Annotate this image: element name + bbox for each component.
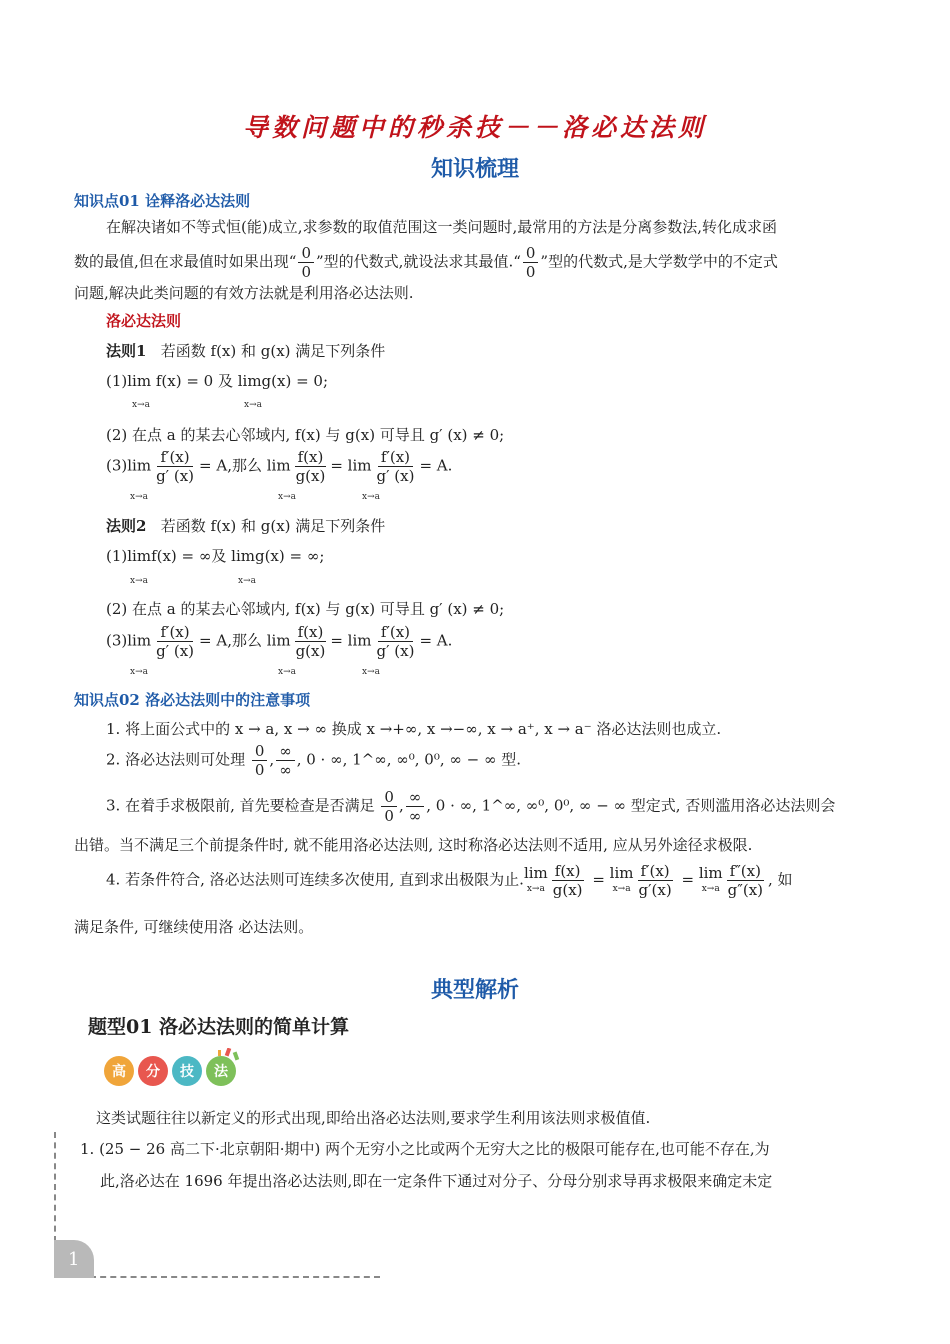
rule2-condition-2: (2) 在点 a 的某去心邻域内, f(x) 与 g(x) 可导且 g′ (x) ≠ 0; <box>106 600 505 618</box>
rule2-limit-sub-1: x→a <box>130 576 148 586</box>
rule2-c3-sub-b: x→a <box>278 667 296 677</box>
kp1-paragraph-line1: 在解决诸如不等式恒(能)成立,求参数的取值范围这一类问题时,最常用的方法是分离参数法,转化成求函 <box>106 218 778 236</box>
kp2-item-3-line2: 出错。当不满足三个前提条件时, 就不能用洛必达法则, 这时称洛必达法则不适用, 应从另外途径求极限. <box>74 836 753 854</box>
rule1-limit-sub-1: x→a <box>132 400 150 410</box>
rule2-condition-3: (3)lim $\frac{f'(x)}{g' (x)}$ = A,那么 lim $\frac{f(x)}{g(x)}$ = lim $\frac{f'(x)}{g' (x)}$ = A. <box>106 623 453 660</box>
rule1-condition-2: (2) 在点 a 的某去心邻域内, f(x) 与 g(x) 可导且 g′ (x) ≠ 0; <box>106 426 505 444</box>
page-number: 1 <box>54 1240 94 1278</box>
rule1-c3-sub-c: x→a <box>362 492 380 502</box>
rule2-statement: 法则2 若函数 f(x) 和 g(x) 满足下列条件 <box>106 517 386 535</box>
rule1-statement: 法则1 若函数 f(x) 和 g(x) 满足下列条件 <box>106 342 386 360</box>
knowledge-point-1-heading: 知识点01 诠释洛必达法则 <box>74 192 251 210</box>
kp2-item-2: 2. 洛必达法则可处理 $\frac{0}{0}$ , $\frac{\infty}{\infty}$ , 0 · ∞, 1^∞, ∞⁰, 0⁰, ∞ − ∞ 型. <box>106 742 522 779</box>
question-type-1-heading: 题型01 洛必达法则的简单计算 <box>88 1016 350 1038</box>
rule1-condition-1: (1)lim f(x) = 0 及 limg(x) = 0; <box>106 372 329 390</box>
rule1-condition-3: (3)lim $\frac{f'(x)}{g' (x)}$ = A,那么 lim $\frac{f(x)}{g(x)}$ = lim $\frac{f'(x)}{g' (x)}$ = A. <box>106 448 453 485</box>
rule2-c3-sub-a: x→a <box>130 667 148 677</box>
rule-section-title: 洛必达法则 <box>106 312 182 330</box>
badge-char-1: 高 <box>104 1056 134 1086</box>
knowledge-point-2-heading: 知识点02 洛必达法则中的注意事项 <box>74 691 311 709</box>
kp1-paragraph-line3: 问题,解决此类问题的有效方法就是利用洛必达法则. <box>74 284 414 302</box>
rule2-limit-sub-2: x→a <box>238 576 256 586</box>
type1-description: 这类试题往往以新定义的形式出现,即给出洛必达法则,要求学生利用该法则求极值值. <box>96 1109 651 1127</box>
question-1-line1: 1. (25 − 26 高二下·北京朝阳·期中) 两个无穷小之比或两个无穷大之比的极限可能存在,也可能不存在,为 <box>80 1140 770 1158</box>
kp2-item-3: 3. 在着手求极限前, 首先要检查是否满足 $\frac{0}{0}$ , $\frac{\infty}{\infty}$ , 0 · ∞, 1^∞, ∞⁰, 0⁰, ∞ − ∞ 型定式, 否则滥用洛必达法则会 <box>106 788 836 825</box>
high-score-technique-badge <box>104 1048 244 1092</box>
badge-char-4: 法 <box>206 1056 236 1086</box>
rule1-c3-sub-b: x→a <box>278 492 296 502</box>
footer-dashed-horizontal <box>90 1276 380 1278</box>
rule1-limit-sub-2: x→a <box>244 400 262 410</box>
section-heading-analysis: 典型解析 <box>430 977 519 1003</box>
rule2-condition-1: (1)limf(x) = ∞及 limg(x) = ∞; <box>106 547 325 565</box>
kp2-item-1: 1. 将上面公式中的 x → a, x → ∞ 换成 x →+∞, x →−∞, x → a⁺, x → a⁻ 洛必达法则也成立. <box>106 720 722 738</box>
kp2-item-4-line2: 满足条件, 可继续使用洛 必达法则。 <box>74 918 314 936</box>
rule1-c3-sub-a: x→a <box>130 492 148 502</box>
section-heading-knowledge: 知识梳理 <box>430 156 519 182</box>
badge-char-3: 技 <box>172 1056 202 1086</box>
question-1-line2: 此,洛必达在 1696 年提出洛必达法则,即在一定条件下通过对分子、分母分别求导再求极限来确定未定 <box>100 1172 773 1190</box>
rule2-c3-sub-c: x→a <box>362 667 380 677</box>
kp1-paragraph-line2: 数的最值,但在求最值时如果出现“ $\frac{0}{0}$ ”型的代数式,就设法求其最值.“ $\frac{0}{0}$ ”型的代数式,是大学数学中的不定式 <box>74 244 778 281</box>
kp2-item-4: 4. 若条件符合, 洛必达法则可连续多次使用, 直到求出极限为止. lim x→a $\frac{f(x)}{g(x)}$ = lim x→a $\frac{f'(x)}{g'(x)}$ = lim x→a $\frac{f''(x)}{g''(x)}$ , 如 <box>106 862 793 899</box>
footer-dashed-vertical <box>54 1132 56 1242</box>
badge-char-2: 分 <box>138 1056 168 1086</box>
document-title: 导数问题中的秒杀技－－洛必达法则 <box>242 113 707 142</box>
